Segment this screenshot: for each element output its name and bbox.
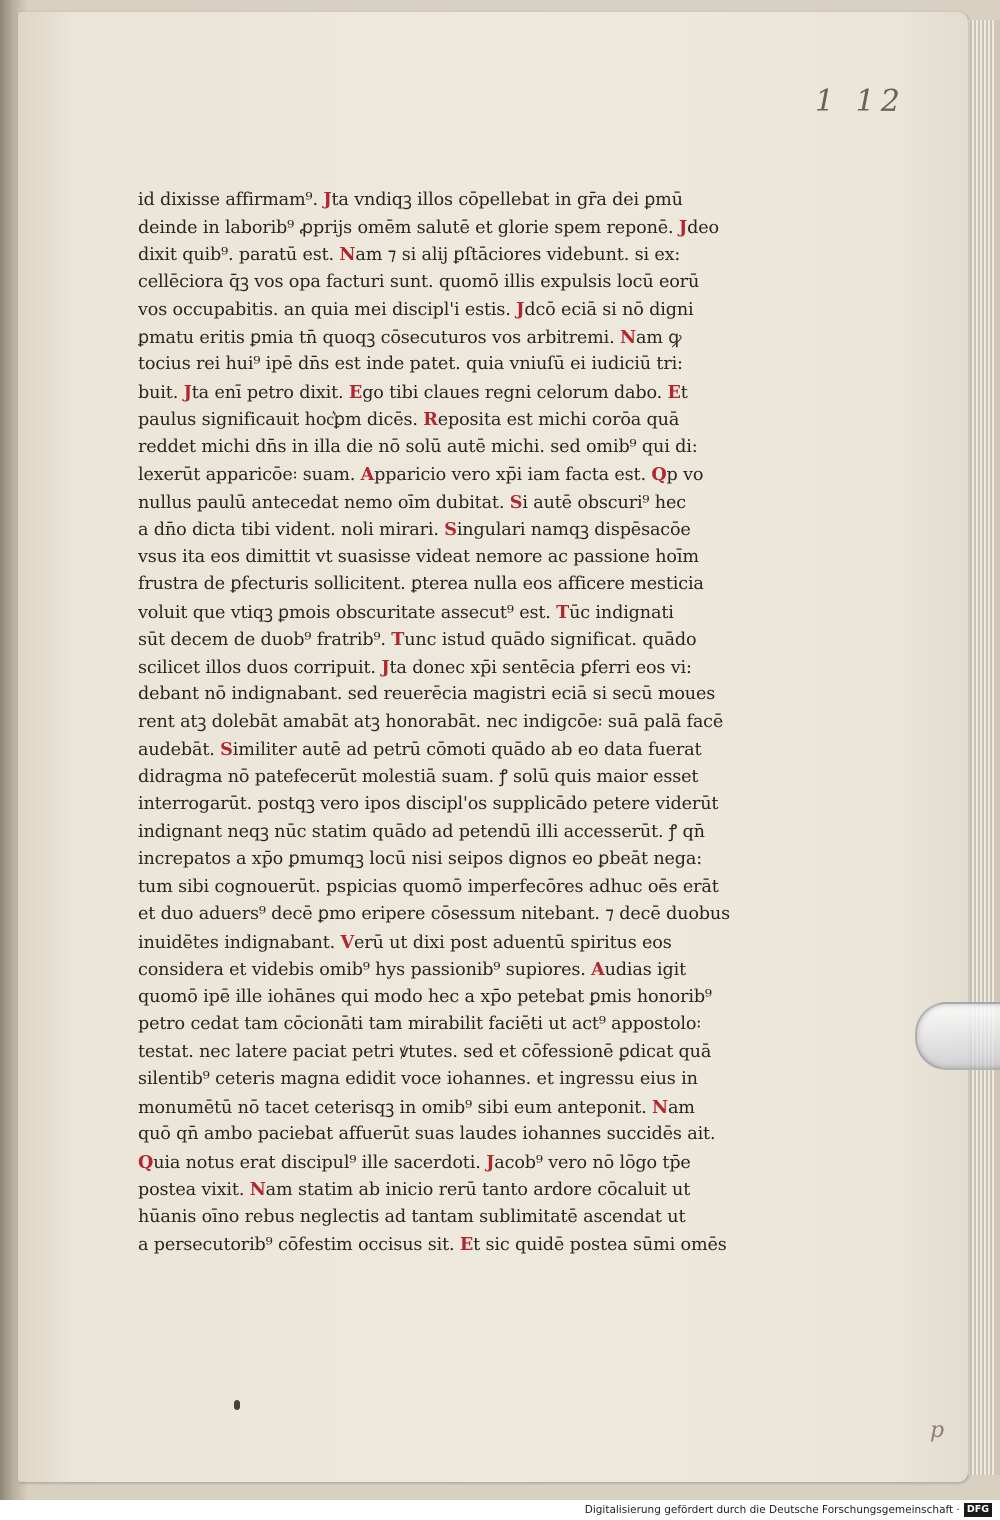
- text-block: [138, 186, 778, 1259]
- text-segment: go tibi claues regni celorum dabo.: [362, 382, 668, 403]
- text-segment: pparicio vero xp̄i iam facta est.: [374, 465, 652, 485]
- pencil-mark: p: [930, 1418, 945, 1443]
- text-segment: deinde in laborib⁹ ꝓprijs omēm salutē et glorie spem reponē.: [138, 217, 679, 238]
- text-segment: increpatos a xp̄o ꝑmumqꝫ locū nisi seipos dignos eo ꝑbeāt nega:: [138, 849, 702, 869]
- text-segment: ingulari namqꝫ dispēsacōe: [456, 520, 691, 540]
- text-line: [138, 296, 778, 324]
- ink-spot: [234, 1400, 240, 1410]
- rubricated-initial: S: [444, 519, 457, 540]
- text-line: [138, 214, 778, 242]
- text-line: [138, 406, 778, 434]
- text-line: [138, 434, 778, 462]
- text-segment: deo: [687, 217, 719, 238]
- rubricated-initial: E: [667, 381, 681, 403]
- text-segment: udias igit: [604, 960, 687, 980]
- text-line: [138, 1039, 778, 1067]
- text-line: [138, 654, 778, 682]
- text-segment: tum sibi cognouerūt. pspicias quomō imperfecōres adhuc oēs erāt: [138, 876, 719, 897]
- rubricated-initial: S: [509, 491, 523, 513]
- rubricated-initial: T: [556, 601, 570, 623]
- plastic-clip: [915, 1002, 1000, 1070]
- text-line: [138, 1121, 778, 1149]
- text-segment: vsus ita eos dimittit vt suasisse videat nemore ac passione hoīm: [138, 546, 699, 567]
- text-line: [138, 874, 778, 902]
- rubricated-initial: N: [652, 1096, 668, 1118]
- text-segment: imiliter autē ad petrū cōmoti quādo ab eo data fuerat: [232, 740, 702, 760]
- rubricated-initial: J: [323, 189, 332, 210]
- rubricated-initial: J: [678, 216, 688, 238]
- text-segment: considera et videbis omib⁹ hys passionib⁹ supiores.: [138, 960, 592, 980]
- text-segment: nullus paulū antecedat nemo oīm dubitat.: [138, 492, 510, 513]
- text-segment: lexerūt apparicōe꞉ suam.: [138, 465, 361, 485]
- text-line: [138, 1149, 778, 1177]
- folio-number: 1 12: [815, 84, 906, 119]
- text-segment: voluit que vtiqꝫ ꝑmois obscuritate assecut⁹ est.: [138, 602, 557, 623]
- text-segment: buit.: [138, 382, 184, 403]
- text-line: [138, 626, 778, 654]
- text-segment: id dixisse affirmam⁹.: [138, 190, 324, 210]
- dfg-logo: DFG: [964, 1503, 992, 1517]
- rubricated-initial: N: [249, 1179, 266, 1200]
- text-line: [138, 544, 778, 572]
- text-segment: reddet michi dn̄s in illa die nō solū autē michi. sed omib⁹ qui di:: [138, 436, 698, 457]
- text-segment: quō qn̄ ambo paciebat affuerūt suas laudes iohannes succidēs ait.: [138, 1124, 716, 1144]
- text-segment: scilicet illos duos corripuit.: [138, 657, 382, 678]
- text-segment: monumētū nō tacet ceterisqꝫ in omib⁹ sibi eum anteponit.: [138, 1097, 653, 1118]
- text-segment: cellēciora q̄ꝫ vos opa facturi sunt. quomō illis expulsis locū eorū: [138, 271, 700, 292]
- text-line: [138, 269, 778, 297]
- text-line: [138, 1231, 778, 1259]
- text-segment: testat. nec latere paciat petri ꝟtutes. sed et cōfessionē ꝑdicat quā: [138, 1041, 712, 1062]
- text-segment: am: [667, 1097, 695, 1118]
- text-line: [138, 929, 778, 957]
- text-segment: interrogarūt. postqꝫ vero ipos discipl'os supplicādo petere viderūt: [138, 794, 719, 814]
- rubricated-initial: Q: [138, 1151, 154, 1173]
- text-segment: ta donec xp̄i sentēcia ꝑferri eos vi:: [389, 657, 692, 678]
- text-segment: hūanis oīno rebus neglectis ad tantam sublimitatē ascendat ut: [138, 1206, 686, 1227]
- text-line: [138, 956, 778, 984]
- text-segment: unc istud quādo significat. quādo: [404, 630, 697, 650]
- rubricated-initial: J: [486, 1151, 495, 1173]
- text-segment: dixit quib⁹. paratū est.: [138, 245, 340, 265]
- text-line: [138, 489, 778, 517]
- text-segment: ꝑmatu eritis ꝑmia tn̄ quoqꝫ cōsecuturos vos arbitremi.: [138, 327, 621, 348]
- text-line: [138, 1066, 778, 1094]
- text-segment: ta vndiqꝫ illos cōpellebat in gr̄a dei ꝑmū: [331, 190, 683, 210]
- text-line: [138, 681, 778, 709]
- text-segment: vos occupabitis. an quia mei discipl'i estis.: [138, 300, 517, 320]
- text-segment: a dn̄o dicta tibi vident. noli mirari.: [138, 520, 445, 540]
- rubricated-initial: T: [391, 629, 405, 650]
- text-segment: i autē obscuri⁹ hec: [522, 492, 686, 513]
- text-line: [138, 186, 778, 214]
- rubricated-initial: S: [220, 739, 233, 760]
- rubricated-initial: E: [459, 1234, 474, 1255]
- text-segment: t sic quidē postea sūmi omēs: [473, 1235, 727, 1255]
- text-segment: frustra de ꝑfecturis sollicitent. ꝑterea nulla eos afficere mesticia: [138, 574, 704, 594]
- text-line: [138, 1094, 778, 1122]
- rubricated-initial: E: [348, 381, 363, 403]
- text-segment: debant nō indignabant. sed reuerēcia magistri eciā si secū moues: [138, 684, 716, 704]
- text-segment: eposita est michi corōa quā: [437, 410, 680, 430]
- text-segment: am statim ab inicio rerū tanto ardore cōcaluit ut: [265, 1180, 691, 1200]
- text-line: [138, 379, 778, 407]
- text-line: [138, 1204, 778, 1232]
- page-edges: [966, 20, 1000, 1475]
- text-segment: petro cedat tam cōcionāti tam mirabilit faciēti ut act⁹ appostolo꞉: [138, 1014, 702, 1034]
- text-line: [138, 516, 778, 544]
- rubricated-initial: V: [340, 931, 355, 953]
- rubricated-initial: J: [516, 299, 525, 320]
- text-line: [138, 791, 778, 819]
- text-segment: dcō eciā si nō digni: [524, 300, 694, 320]
- text-line: [138, 984, 778, 1012]
- text-segment: audebāt.: [138, 740, 221, 760]
- text-segment: tocius rei hui⁹ ipē dn̄s est inde patet. quia vniuſū ei iudiciū tri:: [138, 354, 683, 374]
- text-segment: postea vixit.: [138, 1180, 250, 1200]
- text-line: [138, 324, 778, 352]
- text-segment: am ⁊ si alij ꝑſtāciores videbunt. si ex:: [355, 245, 681, 265]
- text-segment: et duo aduers⁹ decē ꝑmo eripere cōsessum nitebant. ⁊ decē duobus: [138, 904, 730, 924]
- text-segment: ta enī petro dixit.: [191, 382, 349, 403]
- text-line: [138, 571, 778, 599]
- text-segment: acob⁹ vero nō lōgo tp̄e: [494, 1152, 691, 1173]
- text-segment: t: [680, 382, 688, 403]
- rubricated-initial: J: [183, 381, 192, 403]
- text-segment: silentib⁹ ceteris magna edidit voce iohannes. et ingressu eius in: [138, 1069, 698, 1089]
- text-line: [138, 1011, 778, 1039]
- text-line: [138, 461, 778, 489]
- text-line: [138, 709, 778, 737]
- text-line: [138, 764, 778, 792]
- text-line: [138, 599, 778, 627]
- rubricated-initial: N: [339, 244, 356, 265]
- text-segment: inuidētes indignabant.: [138, 932, 341, 953]
- text-line: [138, 1176, 778, 1204]
- text-segment: am ꝙ: [635, 327, 682, 348]
- rubricated-initial: J: [381, 656, 390, 678]
- text-segment: indignant neqꝫ nūc statim quādo ad petendū illi accesserūt. ꝭ qn̄: [138, 821, 705, 842]
- text-line: [138, 736, 778, 764]
- text-segment: didragma nō patefecerūt molestiā suam. ꝭ solū quis maior esset: [138, 766, 699, 787]
- text-line: [138, 901, 778, 929]
- text-segment: p vo: [666, 465, 704, 485]
- text-line: [138, 351, 778, 379]
- text-line: [138, 819, 778, 847]
- text-segment: rent atꝫ dolebāt amabāt atꝫ honorabāt. nec indigcōe꞉ suā palā facē: [138, 711, 724, 732]
- text-segment: erū ut dixi post aduentū spiritus eos: [354, 932, 672, 953]
- text-line: [138, 846, 778, 874]
- text-segment: sūt decem de duob⁹ fratrib⁹.: [138, 630, 392, 650]
- rubricated-initial: A: [591, 959, 605, 980]
- rubricated-initial: R: [423, 409, 438, 430]
- rubricated-initial: A: [360, 464, 375, 485]
- text-segment: a persecutorib⁹ cōfestim occisus sit.: [138, 1235, 460, 1255]
- text-segment: uia notus erat discipul⁹ ille sacerdoti.: [153, 1152, 487, 1173]
- rubricated-initial: Q: [651, 464, 667, 485]
- text-segment: paulus significauit hoc͛ꝑm dicēs.: [138, 410, 424, 430]
- footer-credit: Digitalisierung gefördert durch die Deutsche Forschungsgemeinschaft ·: [584, 1504, 960, 1516]
- rubricated-initial: N: [620, 326, 636, 348]
- digitization-footer: [0, 1500, 1000, 1520]
- text-line: [138, 241, 778, 269]
- text-segment: ūc indignati: [569, 602, 674, 623]
- text-segment: quomō ipē ille iohānes qui modo hec a xp̄o petebat ꝑmis honorib⁹: [138, 986, 712, 1007]
